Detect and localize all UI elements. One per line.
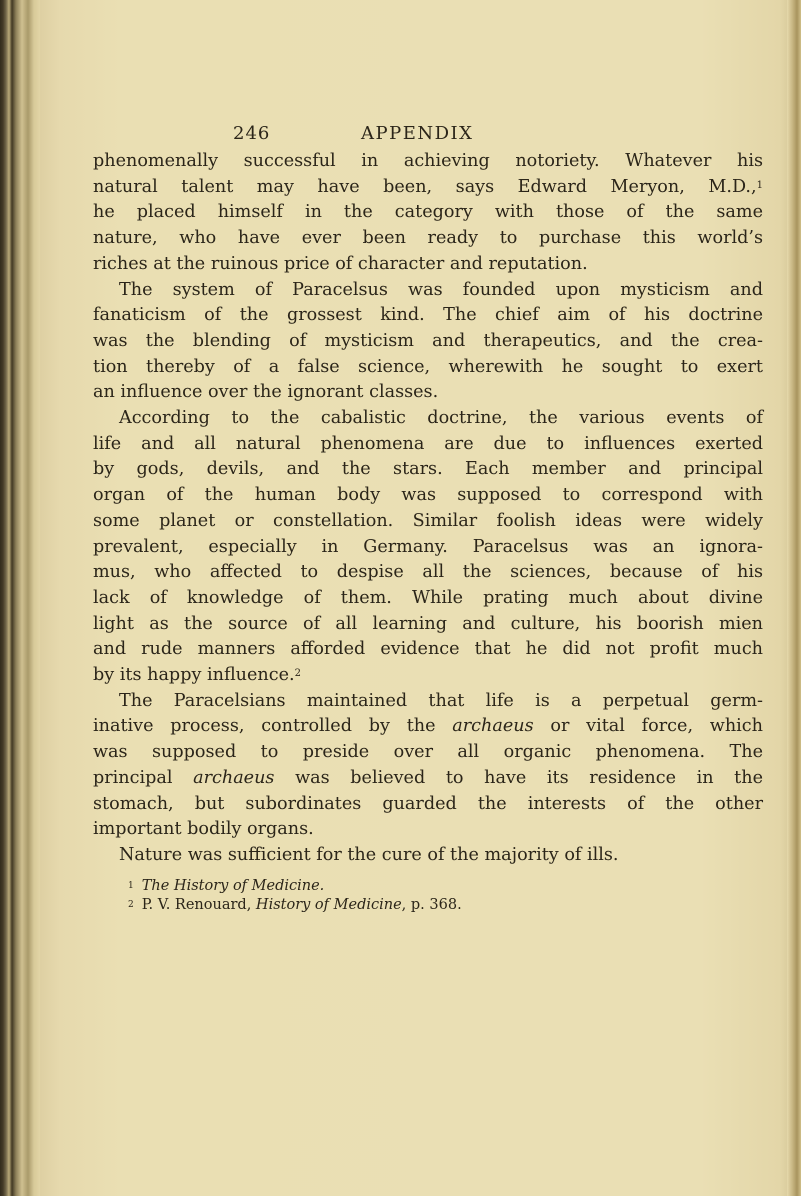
footnote: $^2$ P. V. Renouard, History of Medicine, p. 368. <box>128 896 462 913</box>
text-line: was the blending of mysticism and therapeutics, and the crea- <box>93 330 763 351</box>
text-line: principal archaeus was believed to have its residence in the <box>93 767 763 788</box>
text-line: stomach, but subordinates guarded the interests of the other <box>93 793 763 814</box>
running-head-title: APPENDIX <box>361 123 474 144</box>
text-line: prevalent, especially in Germany. Paracelsus was an ignora- <box>93 536 763 557</box>
text-line: nature, who have ever been ready to purchase this world’s <box>93 228 763 249</box>
text-line: The system of Paracelsus was founded upon mysticism and <box>119 279 763 300</box>
text-line: light as the source of all learning and culture, his boorish mien <box>93 613 763 634</box>
text-line: fanaticism of the grossest kind. The chief aim of his doctrine <box>93 305 763 326</box>
text-line: important bodily organs. <box>93 819 314 840</box>
text-line: by gods, devils, and the stars. Each member and principal <box>93 459 763 480</box>
text-line: he placed himself in the category with those of the same <box>93 202 763 223</box>
footnote-mark: 2 <box>128 899 134 910</box>
page-edge <box>787 0 801 1196</box>
text-line: life and all natural phenomena are due to influences exerted <box>93 433 763 454</box>
text-line: lack of knowledge of them. While prating much about divine <box>93 587 763 608</box>
footnote-reference: 1 <box>756 179 763 191</box>
footnote-reference: 2 <box>294 668 301 680</box>
text-line: was supposed to preside over all organic phenomena. The <box>93 742 763 763</box>
text-line: some planet or constellation. Similar foolish ideas were widely <box>93 510 763 531</box>
text-line: riches at the ruinous price of character and reputation. <box>93 253 588 274</box>
running-head <box>93 123 773 149</box>
footnote-mark: 1 <box>128 880 134 891</box>
page-number: 246 <box>233 123 271 144</box>
text-line: and rude manners afforded evidence that he did not profit much <box>93 639 763 660</box>
text-line: According to the cabalistic doctrine, the various events of <box>119 408 763 429</box>
body-text <box>93 149 763 869</box>
binding-gutter <box>0 0 40 1196</box>
text-line: Nature was sufficient for the cure of the majority of ills. <box>119 844 619 865</box>
text-line: The Paracelsians maintained that life is a perpetual germ- <box>119 690 763 711</box>
text-line: inative process, controlled by the archaeus or vital force, which <box>93 716 763 737</box>
text-line: by its happy influence.$^2$ <box>93 665 301 686</box>
text-line: mus, who affected to despise all the sciences, because of his <box>93 562 763 583</box>
footnote: $^1$ The History of Medicine. <box>128 877 325 894</box>
footnotes <box>93 877 773 915</box>
text-line: an influence over the ignorant classes. <box>93 382 439 403</box>
text-line: phenomenally successful in achieving notoriety. Whatever his <box>93 151 763 171</box>
text-line: natural talent may have been, says Edward Meryon, M.D.,$^1$ <box>93 176 763 197</box>
page-content <box>93 123 773 915</box>
text-line: organ of the human body was supposed to correspond with <box>93 485 763 506</box>
text-line: tion thereby of a false science, wherewith he sought to exert <box>93 356 763 377</box>
